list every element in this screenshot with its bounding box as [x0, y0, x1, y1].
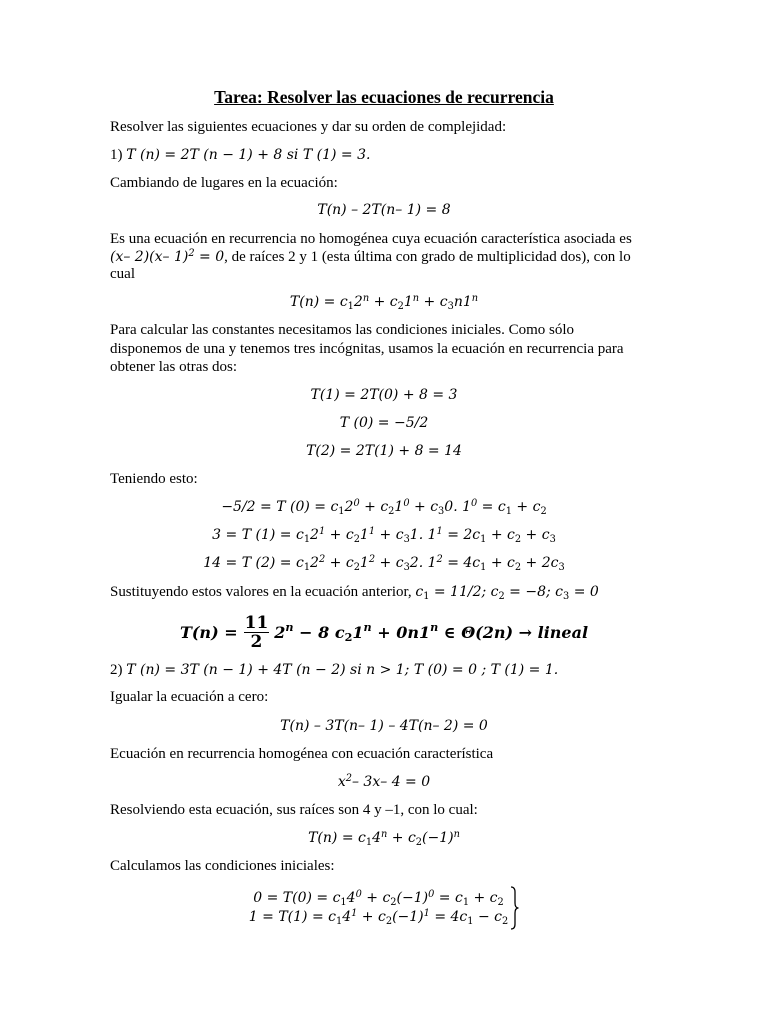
- math-subscript: 2: [415, 837, 423, 849]
- math-run: 1: [352, 622, 364, 642]
- problem-1-characteristic-line-2: [110, 247, 631, 267]
- math-run: = 4c: [442, 555, 481, 571]
- document-title: Tarea: Resolver las ecuaciones de recurrencia: [214, 87, 554, 107]
- math-run: 4: [346, 890, 356, 906]
- problem-1-statement: [110, 145, 370, 165]
- math-superscript: 1: [351, 907, 358, 919]
- math-subscript: 2: [390, 897, 397, 909]
- problem-1-system-line-3: [0, 553, 768, 573]
- math-run: 2: [353, 294, 363, 310]
- math-run: = −8; c: [504, 584, 564, 600]
- math-run: 2: [274, 622, 286, 642]
- math-run: ∈ Θ(2n) → lineal: [438, 622, 589, 642]
- math-superscript: 0: [471, 497, 478, 509]
- problem-1-equation-t1: T(1) = 2T(0) + 8 = 3: [310, 387, 458, 403]
- math-run: 1: [359, 555, 369, 571]
- problem-1-equation-t0: T (0) = −5/2: [339, 415, 429, 431]
- math-subscript: 1: [303, 562, 311, 574]
- intro-paragraph: Resolver las siguientes ecuaciones y dar su orden de complejidad:: [110, 119, 507, 135]
- math-run: + c: [361, 890, 391, 906]
- math-run: + c: [387, 830, 416, 846]
- math-run: −5/2 = T (0) = c: [221, 499, 339, 515]
- math-run: + c: [511, 499, 541, 515]
- math-run: – 3x– 4 = 0: [351, 774, 431, 790]
- math-run: x: [337, 774, 346, 790]
- math-run: = c: [434, 890, 463, 906]
- math-run: = 0: [569, 584, 599, 600]
- problem-1-constants-line-3: obtener las otras dos:: [110, 359, 238, 375]
- math-superscript: 0: [403, 497, 410, 509]
- math-superscript: 0: [355, 888, 362, 900]
- math-subscript: 3: [549, 534, 556, 546]
- math-subscript: 2: [514, 562, 522, 574]
- problem-1-final-result: [0, 610, 768, 654]
- problem-2-characteristic-intro: Ecuación en recurrencia homogénea con ecuación característica: [110, 746, 494, 762]
- math-run: T (n) = 2T (n − 1) + 8 si T (1) = 3.: [126, 147, 371, 163]
- math-run: + 2c: [521, 555, 559, 571]
- math-superscript: n: [453, 828, 460, 840]
- math-superscript: n: [381, 828, 388, 840]
- problem-1-general-solution: [0, 292, 768, 312]
- math-run: n1: [453, 294, 472, 310]
- text-run: Sustituyendo estos valores en la ecuación anterior,: [110, 584, 416, 600]
- math-subscript: 1: [462, 897, 470, 909]
- math-run: + c: [325, 555, 354, 571]
- math-subscript: 1: [335, 916, 343, 928]
- math-run: (−1): [422, 830, 454, 846]
- math-superscript: 1: [436, 525, 443, 537]
- problem-2-step-initial: Calculamos las condiciones iniciales:: [110, 858, 335, 874]
- math-run: + c: [521, 527, 550, 543]
- math-subscript: 2: [498, 591, 505, 603]
- fraction-numerator: 11: [244, 612, 269, 633]
- math-run: 4: [372, 830, 381, 846]
- problem-2-general-solution: [0, 828, 768, 848]
- problem-1-characteristic-line-1: Es una ecuación en recurrencia no homogénea cuya ecuación característica asociada es: [110, 231, 632, 247]
- problem-1-step-rearrange: Cambiando de lugares en la ecuación:: [110, 175, 338, 191]
- math-run: + c: [369, 294, 398, 310]
- problem-1-rearranged-equation: T(n) – 2T(n– 1) = 8: [317, 202, 451, 218]
- math-run: 1: [359, 527, 369, 543]
- math-run: 3 = T (1) = c: [212, 527, 304, 543]
- math-run: (−1): [392, 909, 424, 925]
- math-subscript: 3: [563, 591, 570, 603]
- math-run: − c: [473, 909, 502, 925]
- math-run: c: [415, 584, 424, 600]
- math-run: + c: [409, 499, 439, 515]
- math-subscript: 2: [353, 534, 360, 546]
- problem-1-substitution: [110, 582, 599, 602]
- math-subscript: 3: [403, 562, 410, 574]
- math-subscript: 3: [438, 506, 445, 518]
- math-run: 1: [394, 499, 404, 515]
- math-run: 2. 1: [409, 555, 437, 571]
- math-run: + c: [357, 909, 386, 925]
- problem-1-constants-line-2: disponemos de una y tenemos tres incógnitas, usamos la ecuación en recurrencia para: [110, 341, 624, 357]
- problem-2-system-line-2: [249, 908, 508, 927]
- math-run: = 4c: [429, 909, 468, 925]
- math-subscript: 2: [388, 506, 395, 518]
- math-superscript: 0: [428, 888, 435, 900]
- math-superscript: 2: [188, 247, 195, 259]
- math-run: (−1): [396, 890, 429, 906]
- math-superscript: n: [363, 620, 372, 635]
- math-run: + c: [325, 527, 354, 543]
- math-subscript: 2: [501, 916, 509, 928]
- math-superscript: 1: [318, 525, 326, 537]
- problem-1-system-line-2: [0, 525, 768, 545]
- problem-2-system-lines: [249, 889, 508, 927]
- math-subscript: 3: [403, 534, 410, 546]
- final-result-lhs: T(n) =: [179, 622, 238, 642]
- math-superscript: 1: [423, 907, 430, 919]
- math-superscript: 2: [436, 553, 443, 565]
- text-run: , de raíces 2 y 1 (esta última con grado de multiplicidad dos), con lo: [224, 249, 631, 265]
- math-run: + 0n1: [371, 622, 431, 642]
- problem-2-characteristic-equation: [0, 772, 768, 792]
- math-subscript: 1: [467, 916, 474, 928]
- math-run: = 2c: [442, 527, 481, 543]
- problem-2-system: [0, 886, 768, 930]
- math-run: 1. 1: [409, 527, 437, 543]
- problem-1-constants-line-1: Para calcular las constantes necesitamos las condiciones iniciales. Como sólo: [110, 322, 575, 338]
- math-subscript: 1: [480, 534, 487, 546]
- math-subscript: 1: [340, 897, 347, 909]
- math-subscript: 3: [558, 562, 565, 574]
- math-subscript: 2: [540, 506, 547, 518]
- problem-1-characteristic-line-3: cual: [110, 266, 135, 282]
- math-subscript: 2: [397, 301, 404, 313]
- math-superscript: n: [362, 292, 370, 304]
- math-superscript: 2: [345, 772, 352, 784]
- math-run: + c: [375, 527, 404, 543]
- problem-2-step-zero: Igualar la ecuación a cero:: [110, 689, 269, 705]
- math-superscript: 2: [368, 553, 376, 565]
- math-run: 2: [310, 527, 319, 543]
- math-subscript: 1: [423, 591, 430, 603]
- math-run: = 11/2; c: [429, 584, 499, 600]
- text-run: 1): [110, 147, 127, 163]
- math-run: (x– 2)(x– 1): [110, 249, 189, 265]
- math-run: T(n) = c: [289, 294, 348, 310]
- math-subscript: 2: [514, 534, 522, 546]
- math-superscript: 1: [368, 525, 376, 537]
- fraction: [244, 614, 270, 651]
- math-subscript: 1: [480, 562, 487, 574]
- problem-2-statement: [110, 660, 558, 680]
- problem-2-system-line-1: [249, 889, 508, 908]
- math-run: + c: [486, 555, 515, 571]
- math-subscript: 1: [303, 534, 311, 546]
- math-run: 0. 1: [444, 499, 471, 515]
- math-run: T (n) = 3T (n − 1) + 4T (n − 2) si n > 1; T (0) = 0 ; T (1) = 1.: [126, 662, 559, 678]
- math-run: + c: [419, 294, 448, 310]
- problem-1-system-line-1: [0, 497, 768, 517]
- math-run: − 8 c: [293, 622, 345, 642]
- math-superscript: 2: [318, 553, 326, 565]
- fraction-denominator: 2: [244, 632, 270, 651]
- math-run: 14 = T (2) = c: [203, 555, 304, 571]
- final-result-rhs: [274, 620, 589, 645]
- math-run: 2: [310, 555, 319, 571]
- text-run: 2): [110, 662, 127, 678]
- math-subscript: 2: [353, 562, 360, 574]
- problem-2-rearranged-equation: T(n) – 3T(n– 1) – 4T(n– 2) = 0: [280, 718, 488, 734]
- math-subscript: 1: [347, 301, 354, 313]
- math-subscript: 3: [447, 301, 454, 313]
- math-superscript: n: [412, 292, 420, 304]
- math-run: + c: [359, 499, 389, 515]
- math-run: 1 = T(1) = c: [248, 909, 336, 925]
- math-run: + c: [375, 555, 404, 571]
- math-run: = 0: [194, 249, 225, 265]
- math-superscript: 0: [353, 497, 360, 509]
- math-subscript: 1: [338, 506, 345, 518]
- math-run: + c: [469, 890, 498, 906]
- math-subscript: 1: [365, 837, 373, 849]
- math-superscript: n: [430, 620, 439, 635]
- math-run: + c: [486, 527, 515, 543]
- math-superscript: n: [285, 620, 294, 635]
- math-subscript: 2: [344, 630, 353, 645]
- math-run: 2: [344, 499, 354, 515]
- math-subscript: 2: [497, 897, 504, 909]
- math-run: 0 = T(0) = c: [253, 890, 341, 906]
- math-superscript: n: [471, 292, 479, 304]
- math-subscript: 1: [505, 506, 512, 518]
- math-run: = c: [477, 499, 506, 515]
- math-run: T(n) = c: [308, 830, 366, 846]
- math-run: 4: [342, 909, 352, 925]
- problem-1-equation-t2: T(2) = 2T(1) + 8 = 14: [306, 443, 462, 459]
- math-subscript: 2: [385, 916, 393, 928]
- math-run: 1: [403, 294, 413, 310]
- problem-1-step-having: Teniendo esto:: [110, 471, 198, 487]
- right-brace: [510, 886, 519, 930]
- problem-2-roots: Resolviendo esta ecuación, sus raíces son 4 y –1, con lo cual:: [110, 802, 478, 818]
